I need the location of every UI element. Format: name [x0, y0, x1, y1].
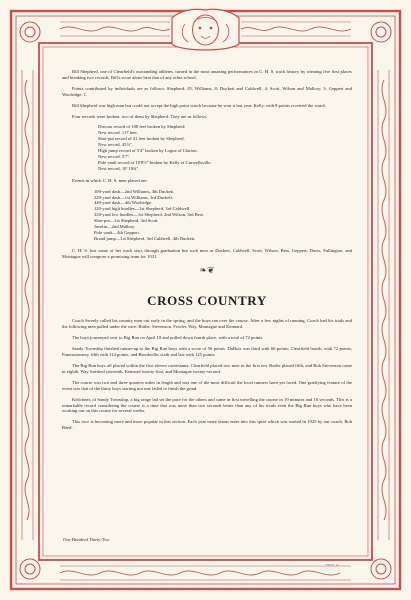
record-item: Discuss record of 108 feet broken by Shepherd. [98, 124, 186, 130]
record-item: New record, 5'7". [98, 153, 131, 159]
page-number: One Hundred Thirty-Two [63, 537, 110, 542]
record-item: New record, 45½". [98, 142, 133, 148]
events-list [94, 189, 352, 242]
cross-country-paragraph: Kelichner, of Sandy Township, a big range lad set the pace for the others and came in first travelling the course in 19 minutes and 10 seconds. This is a remarkable record considering the course is a time that was more than two seconds better than any of his rivals even the Big Run boys who have been working out on this course for several weeks. [62, 396, 352, 414]
artist-credit: FNED. W. [326, 563, 340, 567]
event-item: 220-yard dash—1st Williams, 3rd Duckett. [94, 194, 174, 200]
track-closing: C. H. S. lost some of her track stars through graduation but such men as Duckett, Caldwell, Scott, Wilson, Best, Geppert, Davis, Fullington, and Montague will compose a promising team for 1931. [62, 247, 352, 259]
event-item: 440-yard dash—4th Woolridge. [94, 200, 153, 206]
page-content [62, 69, 352, 436]
track-paragraph: Four records were broken, two of them by Shepherd. They are as follows. [72, 113, 208, 119]
record-item: Pole vault record of 10'8½" broken by Kelly of Curwellsville. [98, 159, 212, 165]
bottom-vine [60, 566, 351, 580]
record-item: High jump record of 5'4" broken by Logue of Clarion. [98, 148, 198, 154]
record-item: New record, 117 feet. [98, 130, 138, 136]
mascot-head-crest [172, 9, 239, 50]
events-intro: Events in which C. H. S. men placed are: [72, 177, 148, 183]
event-item: Shot-put—1st Shepherd, 3rd Scott. [94, 218, 159, 224]
left-vine [22, 70, 33, 540]
cross-country-paragraph: Sandy Township finished runner-up to the Big Run boys with a score of 56 points. DuBois was third with 66 points; Clearfield fourth, with 72 points; Punxsutawney, fifth with 114 points; and Brookville, sixth and last with 125 points. [62, 346, 352, 358]
event-item: 220-yard low hurdles—1st Shepherd, 2nd Wilson, 3rd Best. [94, 212, 204, 218]
event-item: 120-yard high hurdles—1st Shepherd, 3rd Caldwell. [94, 206, 191, 212]
cross-country-paragraph: The Big Run boys all placed within the first eleven contestants. Clearfield placed two men in the first ten. Butler placed fifth, and Bob Stevenson came in eighth. Way finished sixteenth, Kennard twenty-first, and Montague twenty-second. [62, 363, 352, 374]
track-paragraph: Bill Shepherd, one of Clearfield's outstanding athletes, turned in the most amazing performances in C. H. S. track history by winning five first places and breaking two records. Bill's score alone beat that of any other school. [62, 69, 352, 80]
section-heading: CROSS COUNTRY [147, 293, 267, 309]
cross-country-paragraph: Coach Sweely called his country men out early in the spring, and the boys ran over the course. After a few nights of running, Coach had his trials and the following men pulled under the wire: Butler, Stevenson, Fowler, Way, Montague and Kennard. [62, 318, 352, 330]
record-item: Shot-put record of 41 feet broken by Shepherd. [98, 136, 185, 142]
cross-country-paragraph: The course was two and three quarters miles in length and was one of the most difficult the local runners have yet faced. One gratifying feature of the event was that of the thirty boys starting not one failed to finish the grind. [62, 379, 352, 391]
record-item: New record, 10' 10¾". [98, 165, 140, 171]
event-item: Broad jump—1st Shepherd, 3rd Caldwell, 4th Duckett. [94, 235, 196, 241]
records-list [98, 124, 352, 171]
cross-country-paragraph: The boys journeyed over to Big Run on April 18 and pulled down fourth place, with a total of 72 points. [72, 335, 264, 341]
right-vine [378, 70, 389, 540]
cross-country-paragraph: This race is becoming more and more popular in this section. Each year more teams enter into this sport which was started in 1925 by our coach, Bob Reed. [62, 419, 352, 431]
event-item: 100-yard dash—2nd Williams, 4th Duckett. [94, 188, 175, 194]
track-paragraph: Bill Shepherd was high man but could not accept the high point watch because he won it last year. Kelly, with 8 points received the watch. [72, 102, 327, 108]
event-item: Javelin—2nd Mallory. [94, 224, 136, 230]
track-paragraph: Points contributed by individuals are as follows. Shepherd, 25, Williams, 8; Duckett and Caldwell, 4; Scott, Wilson and Mallory, 3; Geppert and Woolridge, 1. [62, 85, 352, 97]
vine-divider-icon: ❧❦ [199, 264, 215, 275]
event-item: Pole vault—4th Geppert. [94, 229, 141, 235]
